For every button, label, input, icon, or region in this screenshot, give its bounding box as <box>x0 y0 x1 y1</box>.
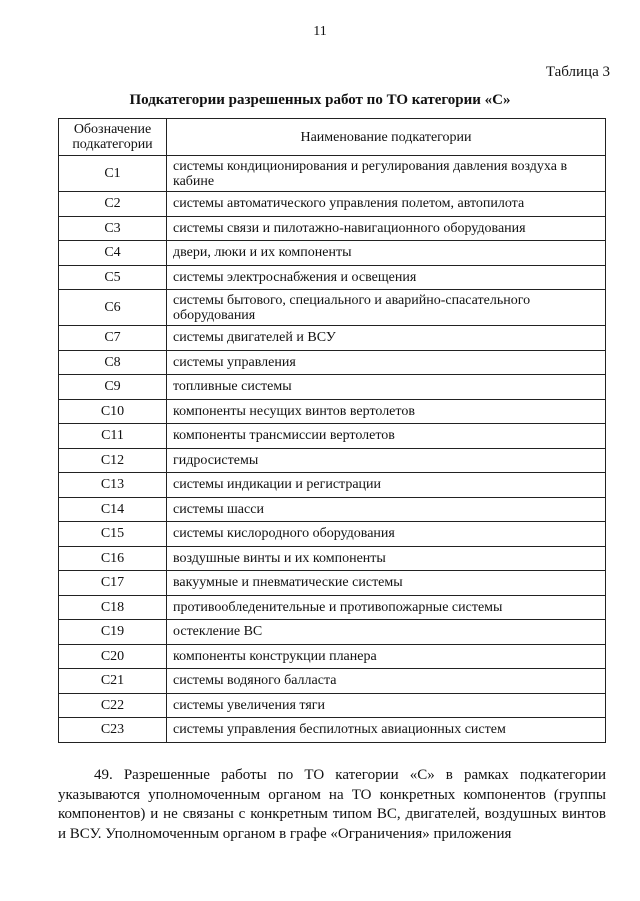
table-row <box>59 522 606 547</box>
subcategory-name: системы управления беспилотных авиационных систем <box>167 718 606 743</box>
subcategory-code: С20 <box>59 644 167 669</box>
table-row <box>59 669 606 694</box>
subcategory-name: системы автоматического управления полетом, автопилота <box>167 192 606 217</box>
table-row <box>59 192 606 217</box>
subcategory-code: С16 <box>59 546 167 571</box>
subcategory-name: системы двигателей и ВСУ <box>167 326 606 351</box>
subcategory-code: С19 <box>59 620 167 645</box>
subcategory-name: системы бытового, специального и аварийно-спасательного оборудования <box>167 290 606 326</box>
subcategory-code: С13 <box>59 473 167 498</box>
table-row <box>59 375 606 400</box>
subcategory-name: системы индикации и регистрации <box>167 473 606 498</box>
table-row <box>59 718 606 743</box>
subcategory-name: системы кислородного оборудования <box>167 522 606 547</box>
subcategory-name: гидросистемы <box>167 448 606 473</box>
subcategory-name: системы управления <box>167 350 606 375</box>
table-row <box>59 350 606 375</box>
paragraph-49: 49. Разрешенные работы по ТО категории «С» в рамках подкатегории указываются уполномоченным органом на ТО конкретных компонентов (группы компонентов) и не связаны с конкретным типом ВС, двигателей, воздушных винтов и ВСУ. Уполномоченным органом в графе «Ограничения» приложения <box>58 767 606 842</box>
table-row <box>59 620 606 645</box>
table-row <box>59 216 606 241</box>
subcategory-code: С23 <box>59 718 167 743</box>
table-row <box>59 156 606 192</box>
subcategory-code: С5 <box>59 265 167 290</box>
table-row <box>59 399 606 424</box>
table-row <box>59 473 606 498</box>
subcategory-name: противообледенительные и противопожарные системы <box>167 595 606 620</box>
subcategory-code: С4 <box>59 241 167 266</box>
subcategory-name: системы шасси <box>167 497 606 522</box>
table-row <box>59 290 606 326</box>
subcategory-name: системы электроснабжения и освещения <box>167 265 606 290</box>
subcategory-name: системы связи и пилотажно-навигационного оборудования <box>167 216 606 241</box>
subcategory-name: двери, люки и их компоненты <box>167 241 606 266</box>
subcategory-name: компоненты трансмиссии вертолетов <box>167 424 606 449</box>
table-row <box>59 595 606 620</box>
table-row <box>59 693 606 718</box>
table-row <box>59 448 606 473</box>
table-row <box>59 326 606 351</box>
table-row <box>59 241 606 266</box>
subcategory-code: С7 <box>59 326 167 351</box>
header-name: Наименование подкатегории <box>167 119 606 156</box>
table-label: Таблица 3 <box>545 64 610 80</box>
subcategory-name: системы увеличения тяги <box>167 693 606 718</box>
subcategory-code: С17 <box>59 571 167 596</box>
subcategory-code: С12 <box>59 448 167 473</box>
header-code: Обозначение подкатегории <box>59 119 167 156</box>
subcategory-code: С3 <box>59 216 167 241</box>
page-number: 11 <box>313 24 327 39</box>
subcategory-code: С11 <box>59 424 167 449</box>
subcategory-name: компоненты несущих винтов вертолетов <box>167 399 606 424</box>
table-row <box>59 546 606 571</box>
subcategory-name: компоненты конструкции планера <box>167 644 606 669</box>
table-header-row <box>59 119 606 156</box>
subcategory-code: С1 <box>59 156 167 192</box>
table-row <box>59 571 606 596</box>
subcategory-name: системы кондиционирования и регулирования давления воздуха в кабине <box>167 156 606 192</box>
subcategory-code: С9 <box>59 375 167 400</box>
table-body <box>59 156 606 743</box>
subcategory-name: системы водяного балласта <box>167 669 606 694</box>
subcategory-code: С18 <box>59 595 167 620</box>
subcategory-code: С8 <box>59 350 167 375</box>
subcategory-code: С21 <box>59 669 167 694</box>
subcategories-table <box>58 118 606 743</box>
subcategory-code: С22 <box>59 693 167 718</box>
subcategory-code: С14 <box>59 497 167 522</box>
table-row <box>59 424 606 449</box>
subcategory-code: С10 <box>59 399 167 424</box>
subcategory-name: воздушные винты и их компоненты <box>167 546 606 571</box>
table-title: Подкатегории разрешенных работ по ТО категории «С» <box>129 92 511 108</box>
subcategory-code: С6 <box>59 290 167 326</box>
table-row <box>59 265 606 290</box>
subcategory-name: остекление ВС <box>167 620 606 645</box>
table-row <box>59 644 606 669</box>
subcategory-code: С2 <box>59 192 167 217</box>
table-row <box>59 497 606 522</box>
subcategory-name: вакуумные и пневматические системы <box>167 571 606 596</box>
subcategory-name: топливные системы <box>167 375 606 400</box>
subcategory-code: С15 <box>59 522 167 547</box>
